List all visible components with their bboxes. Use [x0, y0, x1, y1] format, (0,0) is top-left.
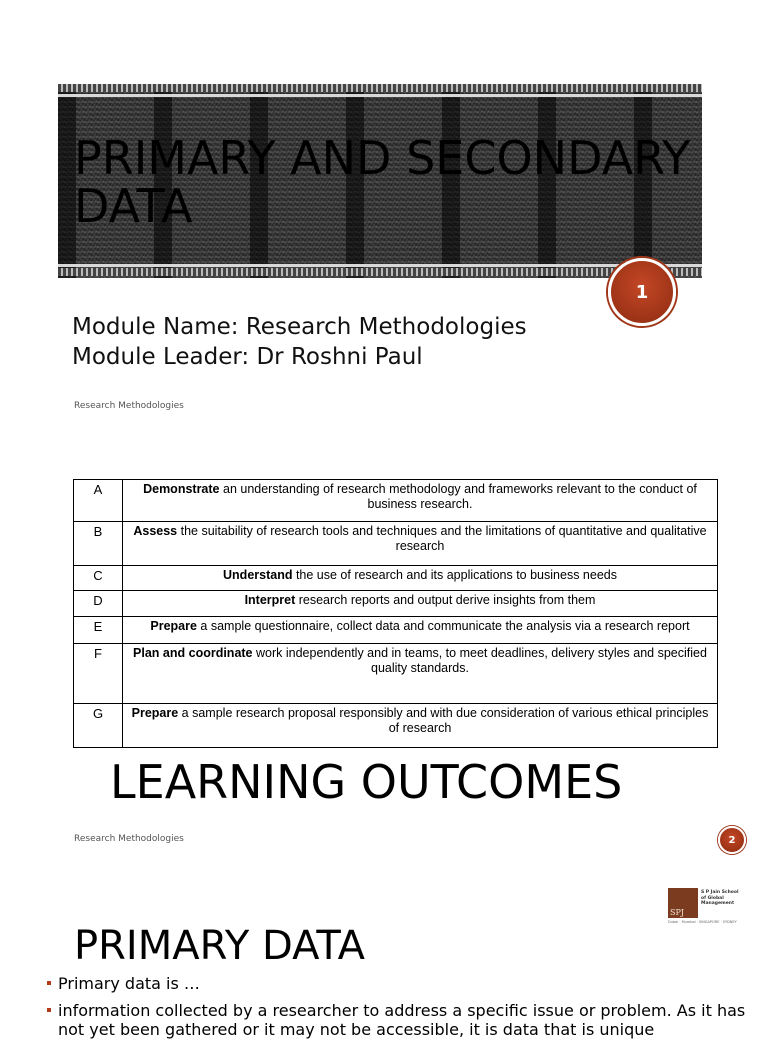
school-logo — [668, 888, 746, 926]
slide1-footer: Research Methodologies — [74, 401, 184, 411]
outcome-description — [123, 617, 718, 644]
outcome-row — [74, 617, 718, 644]
learning-outcomes-table — [73, 479, 718, 748]
slide1-title: PRIMARY AND SECONDARY DATA — [74, 131, 691, 233]
module-info — [72, 312, 527, 372]
outcome-row — [74, 591, 718, 617]
primary-data-bullets — [46, 974, 746, 1047]
bullet-item: information collected by a researcher to address a specific issue or problem. As it has not yet been gathered or it may not be accessible, it is data that is unique — [46, 1001, 746, 1039]
slide3-title: PRIMARY DATA — [74, 923, 366, 969]
outcome-letter: D — [74, 591, 123, 617]
slide2-footer: Research Methodologies — [74, 834, 184, 844]
outcome-text: a sample research proposal responsibly and with due consideration of various ethical principles of research — [178, 706, 709, 735]
outcome-letter: F — [74, 644, 123, 704]
banner-top-line — [58, 94, 702, 97]
slide-number-badge-2: 2 — [718, 826, 746, 854]
outcome-keyword: Understand — [223, 568, 293, 582]
logo-locations: Dubai · Mumbai · SINGAPORE · SYDNEY — [668, 920, 737, 924]
outcome-text: research reports and output derive insights from them — [295, 593, 596, 607]
outcome-text: work independently and in teams, to meet deadlines, delivery styles and specified quality standards. — [252, 646, 707, 675]
outcome-letter: C — [74, 566, 123, 591]
outcome-keyword: Interpret — [244, 593, 296, 607]
bullet-square-icon — [47, 1008, 51, 1012]
outcome-row — [74, 522, 718, 566]
outcome-row — [74, 566, 718, 591]
outcome-letter: G — [74, 704, 123, 748]
outcome-row — [74, 704, 718, 748]
bullet-square-icon — [47, 981, 51, 985]
outcome-text: the use of research and its applications to business needs — [292, 568, 617, 582]
banner-bottom-border — [58, 268, 702, 276]
banner-bottom-line — [58, 264, 702, 267]
outcome-text: an understanding of research methodology and frameworks relevant to the conduct of business research. — [219, 482, 697, 511]
outcome-keyword: Plan and coordinate — [133, 646, 253, 660]
outcome-row — [74, 644, 718, 704]
banner-top-border — [58, 84, 702, 92]
logo-mark-text: SPJ — [670, 908, 685, 917]
outcome-description — [123, 644, 718, 704]
outcome-keyword: Demonstrate — [143, 482, 220, 496]
outcome-letter: A — [74, 480, 123, 522]
outcome-description — [123, 480, 718, 522]
outcome-description — [123, 591, 718, 617]
bullet-item: Primary data is … — [46, 974, 746, 993]
logo-mark — [668, 888, 698, 918]
learning-outcomes-heading: LEARNING OUTCOMES — [110, 755, 623, 809]
logo-text: S P Jain School of Global Management — [701, 890, 739, 906]
outcome-description — [123, 566, 718, 591]
outcome-keyword: Prepare — [150, 619, 197, 633]
outcome-keyword: Assess — [133, 524, 178, 538]
outcome-text: the suitability of research tools and techniques and the limitations of quantitative and qualitative research — [177, 524, 707, 553]
outcome-text: a sample questionnaire, collect data and communicate the analysis via a research report — [196, 619, 690, 633]
outcome-row — [74, 480, 718, 522]
outcome-letter: B — [74, 522, 123, 566]
outcome-description — [123, 704, 718, 748]
outcome-description — [123, 522, 718, 566]
outcome-keyword: Prepare — [131, 706, 179, 720]
module-name: Module Name: Research Methodologies — [72, 314, 527, 340]
module-leader: Module Leader: Dr Roshni Paul — [72, 344, 423, 370]
slide-number-badge-1: 1 — [608, 258, 676, 326]
outcome-letter: E — [74, 617, 123, 644]
